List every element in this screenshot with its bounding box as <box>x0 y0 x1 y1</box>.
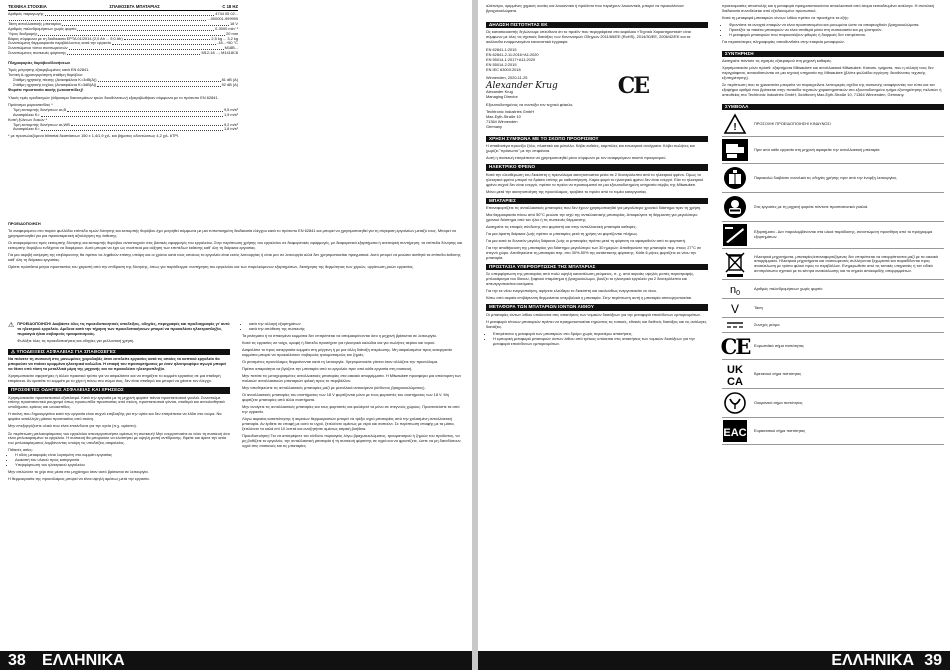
extra-safety-text-1: Χρησιμοποιείτε προστατευτικό εξοπλισμό. Κατά την εργασία με τη μηχανή φοράτε πάντα προστατευτικά γυαλιά. Συνιστούμε επίσης προστατευτικό ρουχισμό όπως προσωπίδα προστασίας από σκόνη, προστατευτικά γάντια, σταθερά και αντιολισθητικά υποδήματα, κράνος και ωτοασπίδες. <box>8 394 225 410</box>
warning-text-3: Για μια ακριβή εκτίμηση της επιβάρυνσης θα πρέπει να ληφθούν επίσης υπόψη και οι χρόνοι κατά τους οποίους το εργαλείο είναι εκτός λειτουργίας ή είναι μεν σε λειτουργία αλλά δεν χρησιμοποιείται πραγματικά. Αυτό μπορεί να μειώσει αισθητά τα επίπεδα έκθεσης καθ' όλη τη διάρκεια εργασίας. <box>8 252 461 262</box>
left-page <box>0 0 472 670</box>
warning-text-4: Ορίστε πρόσθετα μέτρα προστασίας του χειριστή από την επίδραση της δόνησης, όπως για παράδειγμα: συντήρηση του εργαλείου και των παρελκόμενων εξαρτημάτων, διατήρηση της θερμότητας των χεριών, οργάνωση ροών εργασίας. <box>8 264 414 270</box>
mid-list <box>242 322 464 332</box>
batteries-text-4: Για μια άριστη διάρκεια ζωής πρέπει οι μπαταρίες μετά τη χρήση να φορτίζονται πλήρως. <box>486 231 639 237</box>
right-column-1 <box>486 4 708 349</box>
leader-dots <box>69 49 224 50</box>
precaution-item: • Προσέξτε τα πακέτα μπαταριών να είναι σταθερά μέσα στη συσκευασία και μη γλιστρούν. <box>729 28 944 33</box>
eac-icon <box>722 420 748 442</box>
ce-mark-logo: CE <box>617 72 649 99</box>
spec-value: ...000001-999999 <box>207 15 238 21</box>
spec-label: Ύψος διαδρομής <box>8 30 38 36</box>
specs-header <box>8 4 238 11</box>
mid-text-11: Προειδοποίηση! Για να αποτρέψετε τον κίνδυνο πυρκαγιάς λόγω βραχυκυκλώματος, τραυματισμού ή ζημιών του προϊόντος, να μη βυθίζετε το εργαλείο, την ανταλλακτική μπαταρία ή τη συσκευή φόρτισης σε υγρά και να φροντίζετε, ώστε να μη διεισδύσουν υγρά στις συσκευές και τις μπαταρίες. <box>242 433 461 448</box>
spec-value: -18...+50 °C <box>217 40 238 46</box>
vibration-intro: Υλικές τιμές κραδασμών (άθροισμα διανυσμάτων τριών διευθύνσεων) εξακριβωθήκαν σύμφωνα με το πρότυπο EN 62841. <box>8 94 219 100</box>
extra-safety-text-4: Σε περίπτωση μπλοκαρίσματος του εργαλείου απενεργοποιήστε αμέσως τη συσκευή! Μην ενεργοποιείτε εκ νέου τη συσκευή όσο είναι μπλοκαρισμένο το εργαλείο. Η συσκευή θα μπορούσε να κλοτσήσει με υψηλή ροπή αντίδρασης. Βρείτε και άρετε την αιτία του μπλοκαρίσματος λαμβάνοντας υπόψη τις υποδείξεις ασφαλείας. <box>8 430 230 446</box>
symbol-description: Βρετανικό σήμα πιστότητας <box>754 370 802 376</box>
cause-item: • Υπερφόρτωση του ηλεκτρικού εργαλείου <box>15 463 230 468</box>
spec-label: Αριθμός παραγωγής <box>8 11 44 16</box>
accessory-icon <box>722 224 748 246</box>
causes-list <box>8 453 230 468</box>
symbol-row <box>722 333 944 360</box>
leader-dots <box>98 81 221 82</box>
leader-dots <box>67 111 223 112</box>
spec-label: Συνιστώμενοι τύποι συσσωρευτών <box>8 45 68 51</box>
spec-label: Βάρος σύμφωνα με τη διαδικασία EPTA 01/2014 (2,0 Ah ... 9,0 Ah) <box>8 35 123 41</box>
svg-text:CA: CA <box>727 376 743 389</box>
mid-text-2: Κατά τις εργασίες σε τοίχο, οροφή ή δάπεδο προσέχετε για ηλεκτρικά καλώδια και για σωλήνες αερίου και νερού. <box>242 339 436 345</box>
mid-list-item: • κατά την απόθεση της συσκευής <box>249 327 464 332</box>
company-address <box>486 110 708 130</box>
spec-label: Συνιστώμενη θερμοκρασία περιβάλλοντος κατά την εργασία <box>8 40 111 46</box>
spec-value: 20 mm <box>226 30 238 36</box>
symbol-description: Συνεχές ρεύμα <box>754 321 780 327</box>
intended-use-text-2: Αυτή η συσκευή επιτρέπεται να χρησιμοποιηθεί μόνο σύμφωνα με τον αναφερόμενο σκοπό προορισμού. <box>486 155 667 161</box>
warning-box-text: ΠΡΟΕΙΔΟΠΟΙΗΣΗ! Διαβάστε όλες τις προειδοποιητικές υποδείξεις, οδηγίες, περιγραφές και προδιαγραφές γι' αυτό το ηλεκτρικό εργαλείο. Αμέλεια κατά την τήρηση των προειδοποιήσεων μπορεί να προκαλέσει ηλεκτροπληξία, πυρκαγιά ή/και σοβαρούς τραυματισμούς. <box>17 321 230 336</box>
svg-text:n0: n0 <box>729 284 741 298</box>
transport-text-1: Οι μπαταρίες ιόντων λιθίου υπόκεινται στις απαιτήσεις των νομικών διατάξεων για την μεταφορά επικίνδυνων εμπορευμάτων. <box>486 311 702 317</box>
mid-text-9: Μην ανοίγετε τις ανταλλακτικές μπαταρίες και τους φορτιστές και φυλάγετέ τα μόνο σε στεγνούς χώρους. Προστατεύστε τα από την υγρασία. <box>242 404 460 415</box>
symbol-description: ΠΡΟΣΟΧΗ! ΠΡΟΕΙΔΟΠΟΙΗΣΗ! ΚΙΝΔΥΝΟΣ! <box>754 120 831 126</box>
spec-value: 9,5 m/s² <box>223 106 238 112</box>
precaution-item: • Η μεταφορά μπαταριών που παρουσιάζουν φθορές ή διαρροές δεν επιτρέπεται. <box>729 33 944 38</box>
spec-label: Τάση ανταλλακτικής μπαταρίας <box>8 20 62 26</box>
extra-safety-text-6: Η θερμοκρασία της πριονόλαμας μπορεί να είναι υψηλή αμέσως μετά την εργασία. <box>8 476 150 482</box>
spec-value: 1,8 m/s² <box>223 126 238 132</box>
spec-label: Ανασφάλεια K= <box>13 111 40 117</box>
intended-use-title: ΧΡΗΣΗ ΣΥΜΦΩΝΑ ΜΕ ΤΟ ΣΚΟΠΟ ΠΡΟΟΡΙΣΜΟΥ <box>486 136 708 142</box>
warning-text-1: Το αναφερόμενο στο παρόν φυλλάδιο επίπεδο τιμών δόνησης και εκπομπής θορύβου έχει μετρηθεί σύμφωνα με μια τυποποιημένη διαδικασία ελέγχου κατά το πρότυπο EN 62841 και μπορεί να χρησιμοποιηθεί για τη σύγκριση εργαλείων μεταξύ τους. Μπορεί να χρησιμοποιηθεί για μια προκαταρκτική αξιολόγηση της έκθεσης. <box>8 228 456 238</box>
transport-list-item: • Η εμπορική μεταφορά μπαταριών ιόντων λιθίου από τρίτους υπόκειται στις απαιτήσεις των νομικών διατάξεων για την μεταφορά επικίνδυνων εμπορευμάτων. <box>493 337 708 347</box>
maintenance-text-3: Σε περίπτωση που το χρειαστείτε μπορείτε να παραγγείλετε λεπτομερές σχέδιο της συσκευής αναφέροντας τον τύπο και τον εξαψήφιο αριθμό που βρίσκεται στην πινακίδα τεχνικών χαρακτηριστικών στο εξουσιοδοτημένο τμήμα εξυπηρέτησης πελατών ή απευθείας στο Techtronic Industries GmbH, διεύθυνση Max-Eyth-Straße 10, 71364 Winnenden, Germany. <box>722 82 942 97</box>
symbols-title: ΣΥΜΒΟΛΑ <box>722 104 944 110</box>
symbol-row <box>722 164 944 193</box>
safety-text-1: Να πιάνετε τη συσκευή στις μονωμένες χειρολαβές όταν εκτελείτε εργασίες κατά τις οποίες το κοπτικό εργαλείο θα μπορούσε να πιάσει κρυμμένα ηλεκτρικά καλώδια. Η επαφή του προσαρτήματος με έναν ηλεκτροφόρο αγωγό μπορεί να θέσει υπό τάση τα μεταλλικά μέρη της μηχανής και να προκαλέσει ηλεκτροπληξία. <box>8 356 227 372</box>
standard-item: EN 55014-2:2015 <box>486 61 517 67</box>
symbol-row <box>722 249 944 280</box>
batteries-text-5: Για μια κατά το δυνατόν μεγάλη διάρκεια ζωής οι μπαταρίες πρέπει μετά τη φόρτιση να αφαιρεθούν από το φορτιστή. <box>486 238 686 244</box>
declaration-text: Ως κατασκευαστής δηλώνουμε υπεύθυνα ότι το προϊόν που περιγράφεται στο κεφάλαιο «Τεχνικά Χαρακτηριστικά» είναι σύμφωνο με όλες τις σχετικές διατάξεις των Κανονισμών Οδηγιών 2011/65/ΕΕ (RoHS), 2014/30/ΕΕ, 2006/42/ΕΚ και τα ακόλουθα εναρμονισμένα κανονιστικά έγγραφα: <box>486 29 691 45</box>
transport-cont-text-2: Κατά τη μεταφορά μπαταριών ιόντων λιθίου πρέπει να προσέχετε τα εξής: <box>722 15 850 20</box>
maintenance-text-1: Διατηρείτε πάντοτε τις σχισμές εξαερισμού στη μηχανή καθαρές. <box>722 58 833 64</box>
symbol-row <box>722 137 944 164</box>
spec-value: M12-18 ...; M1418C6 <box>201 50 238 56</box>
vibration-footnote: * με προσωλαζόμενο blimetal διαστάσεων 150 x 1,4/1,9 χιλ. και βήματος οδοντώσεως 4,2 χιλ. 6TPI. <box>8 133 180 139</box>
symbol-description: Τάση <box>754 304 763 310</box>
spec-label: Τιμή εκπομπής δονήσεων aₕ,B <box>13 106 67 112</box>
leader-dots <box>97 86 220 87</box>
standard-item: EN IEC 63000:2018 <box>486 66 521 72</box>
symbol-description: Αριθμός παλινδρομήσεων χωρίς φορτίο <box>754 285 823 291</box>
ukca-icon <box>722 362 748 389</box>
company-line: Germany <box>486 124 502 130</box>
symbol-description: Ηλεκτρικά μηχανήματα, μπαταρίες/επαναφορτιζόμενες δεν επιτρέπεται να απορρίπτονται μαζί με τα οικιακά απορρίμματα. Ηλεκτρικά μηχανήματα και συσσωρευτές συλλέγονται ξεχωριστά και παραδίδονται προς ανακύκλωση με τρόπο φιλικό προς το περιβάλλον. Ενημερωθείτε από τις τοπικές υπηρεσίες ή τον ειδικό αντιπρόσωπο σχετικά με τα κέντρα ανακύκλωσης και τα σημεία αποκομιδής απορριμμάτων. <box>754 253 938 274</box>
warning-heading: ΠΡΟΕΙΔΟΠΟΙΗΣΗ <box>8 221 41 226</box>
footer-language: ΕΛΛΗΝΙΚΑ <box>42 652 125 669</box>
safety-title <box>8 349 230 355</box>
leader-dots <box>62 25 229 26</box>
svg-text:UK: UK <box>727 364 743 377</box>
extra-safety-text-2: Η σκόνη που δημιουργείται κατά την εργασία είναι συχνά επιβλαβής για την υγεία και δεν επιτρέπεται να έλθει στο σώμα. Να φοράτε κατάλληλη μάσκα προστασίας από σκόνη. <box>8 411 222 422</box>
overload-text-1: Σε υπερφόρτωση της μπαταρίας από πολύ υψηλή κατανάλωση ρεύματος, π. χ. από ακραίες υψηλές ροπές περιστροφής, μπλοκάρισμα του δίσκου, ξαφνικό σταμάτημα ή βραχυκύκλωμα, βουίζει το ηλεκτρικό εργαλείο για 2 δευτερόλεπτα και απενεργοποιείται αυτόματα. <box>486 271 695 287</box>
noise-intro: Τιμές μέτρησης εξακριβωμένες κατά EN 62841. <box>8 67 90 73</box>
signature: Alexander Krug <box>486 80 558 91</box>
cause-item: • Η οδός μεταφοράς είναι λυγισμένη στο κομμάτι εργασίας <box>15 453 230 458</box>
ukrainian-icon <box>722 391 748 415</box>
leader-dots <box>67 54 200 55</box>
overload-text-2: Για την εκ νέου ενεργοποίηση, αφήνετε ελεύθερο το διακόπτη και ακολούθως ενεργοποιείτε εκ νέου. <box>486 288 658 294</box>
symbol-description: Εξαρτήματα - Δεν παραλαμβάνονται στα υλικά παράδοσης, συνιστώμενη προσθήκη από το πρόγραμμα εξαρτημάτων. <box>754 229 933 240</box>
symbol-description: Ευρασιατικό σήμα πιστότητας <box>754 427 806 433</box>
symbol-row <box>722 389 944 418</box>
maintenance-text-2: Χρησιμοποιείτε μόνο πρόσθ. εξαρτήματα Milwaukee και ανταλλακτικά Milwaukee. Κατασκ. τμήματα, που η αλλαγή τους δεν περιγράφεται, αντικαθιστώνται σε μια τεχνική υπηρεσία της Milwaukee (βλέπε φυλλάδιο εγγύηση: διευθύνσεις τεχνικής εξυπηρέτησης). <box>722 65 934 81</box>
symbol-row <box>722 299 944 318</box>
cause-item: • Διακοπή του υλικού προς κατεργασία <box>15 458 230 463</box>
batteries-text-3: Διατηρείτε τις επαφές σύνδεσης στο φορτιστή και στην ανταλλακτική μπαταρία καθαρές. <box>486 224 637 230</box>
mid-text-5: Πρέπει απαραίτητα να βγάζετε την μπαταρία από το εργαλείο πριν από κάθε εργασία στη συσκευή. <box>242 366 413 372</box>
symbol-description: Ουκρανικό σήμα πιστότητας <box>754 399 803 405</box>
n0-icon <box>722 282 748 296</box>
leader-dots <box>41 116 223 117</box>
leader-dots <box>124 39 211 40</box>
standard-item: EN 62841-2-11:2016+A1:2020 <box>486 51 539 57</box>
spec-value: 18 V <box>229 20 238 26</box>
mid-text-10: Λόγω ακραίας καταπόνησης ή ακραίων θερμοκρασιών μπορεί να τρέξει υγρό μπαταρίας από την χαλασμένη ανταλλακτική μπαταρία. Αν έρθετε σε επαφή με αυτό το υγρό, ξεπλύνετε αμέσως με νερό και σαπούνι. Σε περίπτωση επαφής με τα μάτια, ξεπλύνετε τα καλά επί 10 λεπτά και αναζητήστε αμέσως ιατρική βοήθεια. <box>242 416 455 432</box>
read-manual-icon <box>722 166 748 190</box>
authorized-text: Εξουσιοδοτημένος να συντάξει τον τεχνικό φάκελο. <box>486 102 574 108</box>
symbol-description: Πριν από κάθε εργασία στη μηχανή αφαιρείτε την ανταλλακτική μπαταρία. <box>754 146 881 152</box>
spec-label: Τιμή εκπομπής δονήσεων aₕ,WB <box>13 121 70 127</box>
symbol-row <box>722 318 944 333</box>
spec-value: 1,9 m/s² <box>223 111 238 117</box>
overload-text-3: Κάτω από ακραία επιβάρυνση θερμαίνεται υπερβολικά η μπαταρία. Στην περίπτωση αυτή η μπαταρία απενεργοποιείται. <box>486 295 693 301</box>
specs-title: ΤΕΧΝΙΚΑ ΣΤΟΙΧΕΙΑ <box>8 4 47 9</box>
precaution-item: • Φροντίστε τα ανοιχτά επαφών να είναι προστατευμένα και μονωμένα ώστε να αποφευχθούν βραχυκυκλώματα. <box>729 23 944 28</box>
symbol-description: Ευρωπαϊκό σήμα πιστότητας <box>754 342 804 348</box>
symbol-row <box>722 193 944 222</box>
warning-triangle-icon: ⚠ <box>8 322 15 329</box>
volt-icon <box>722 301 748 315</box>
transport-list <box>486 332 708 347</box>
symbols-table <box>722 112 944 445</box>
safety-title-text: ΥΠΟΔΕΙΞΕΙΣ ΑΣΦΑΛΕΙΑΣ ΓΙΑ ΣΠΑΘΟΣΕΓΕΣ <box>16 349 116 354</box>
left-column-1-lower <box>8 322 230 484</box>
standard-item: EN 62841-1:2015 <box>486 46 517 52</box>
signer-name: Alexander Krug <box>486 89 513 95</box>
svg-text:V: V <box>730 302 740 317</box>
vibration-table-2 <box>8 123 238 133</box>
specs-subtitle: ΣΠΑΘΟΣΕΓΑ ΜΠΑΤΑΡΙΑΣ <box>109 4 160 9</box>
batteries-text-6: Για την αποθήκευση της μπαταρίας για διάστημα μεγαλύτερο των 30 ημερών: Αποθηκεύετε την μπαταρία περ. στους 27°C σε στεγνό χώρο. Αποθηκεύετε τη μπαταρία περ. στο 30%-50% της κατάστασης φόρτισης. Κάθε 6 μήνες φορτίζετε εκ νέου την μπαταρία. <box>486 245 702 261</box>
overload-title: ΠΡΟΣΤΑΣΙΑ ΥΠΕΡΦΟΡΤΩΣΗΣ ΤΗΣ ΜΠΑΤΑΡΙΑΣ <box>486 264 708 270</box>
remove-battery-icon <box>722 139 748 161</box>
mid-list-item: • κατά την αλλαγή εξαρτημάτων <box>249 322 464 327</box>
vibration-group-1-title: Πριόνισμα μοριοσανίδας * <box>8 101 53 107</box>
transport-title: ΜΕΤΑΦΟΡΑ ΤΩΝ ΜΠΑΤΑΡΙΩΝ ΙΟΝΤΩΝ ΛΙΘΙΟΥ <box>486 304 708 310</box>
left-footer <box>0 651 472 670</box>
brake-text: Κατά την ελευθέρωση του διακόπτη η πριονόλαμα ακινητοποιείται μέσα σε 2 δευτερόλεπτα από το ηλεκτρικό φρένο. Όμως το ηλεκτρικό φρένο μπορεί να δράσει επίσης με καθυστέρηση. Καμία φορά το ηλεκτρικό φρένο δεν είναι ενεργό. Εάν το ηλεκτρικό φρένο συχνά δεν είναι ενεργό, πρέπει το πριόνι να προσκομιστεί σε μια εξουσιοδοτημένη υπηρεσία σέρβις της Milwaukee. <box>486 171 704 187</box>
safety-text-2: Χρησιμοποιείτε σφιγκτήρες ή άλλον πρακτικό τρόπο για να ασφαλίσετε και να στηρίξετε το κομμάτι εργασίας σε μια σταθερή επιφάνεια. Αν κρατάτε το κομμάτι με το χέρι ή πάνω στο σώμα σας, δεν είναι σταθερό και μπορεί να χάσετε τον έλεγχο. <box>8 373 221 384</box>
batteries-text-2: Μια θερμοκρασία πάνω από 50°C μειώνει την ισχύ της ανταλλακτικής μπαταρίας. Αποφεύγετε τη θέρμανση για μεγαλύτερο χρονικό διάστημα από τον ήλιο ή τις συσκευές θέρμανσης. <box>486 212 698 222</box>
dc-icon <box>722 320 748 330</box>
symbol-description: Στις εργασίες με τη μηχανή φοράτε πάντοτε προστατευτικά γυαλιά. <box>754 203 869 209</box>
left-column-1 <box>8 4 238 141</box>
page-number: 38 <box>8 652 26 669</box>
specs-table <box>8 12 238 56</box>
intended-use-text: Η σπαθοσέγα πριονίζει ξύλο, πλαστικό και μέταλλο. Κόβει ευθείες, καμπύλες και εσωτερικά ανοίγματα. Κόβει σωλήνες και χωρίζει "πρόσωπο" με την επιφάνεια. <box>486 143 695 154</box>
batteries-text-1: Επαναφορτίζετε τις ανταλλακτικές μπαταρίες που δεν έχουν χρησιμοποιηθεί για μεγαλύτερο χρονικό διάστημα πριν τη χρήση. <box>486 204 702 210</box>
extra-safety-text-5: Μην απλώνετε το χέρι σας μέσα στο μηχάνημα όταν αυτό βρίσκεται σε λειτουργία. <box>8 469 149 475</box>
spec-label: Συνιστώμενες συσκευές φόρτισης <box>8 50 66 56</box>
brake-title: ΗΛΕΚΤΡΙΚΟ ΦΡΕΝΟ <box>486 164 708 170</box>
warning-triangle-icon <box>722 114 748 134</box>
ear-protection-note: Φοράτε προστασία ακοής (ωτοασπίδες)! <box>8 86 84 92</box>
footer-language: ΕΛΛΗΝΙΚΑ <box>831 652 914 669</box>
noise-sub: Τυπική Α-ηχοσυγκρότηση στάθμη θορύβου: <box>8 72 83 78</box>
transport-list-item: • Επιτρέπεται η μεταφορά των μπαταριών στο δρόμο χωρίς περαιτέρω απαιτήσεις. <box>493 332 708 337</box>
warning-box-text-2: Φυλάξτε όλες τις προειδοποιήσεις και οδηγίες για μελλοντική χρήση. <box>17 337 135 343</box>
spec-value: 92 dB (A) <box>221 81 238 87</box>
leader-dots <box>77 30 214 31</box>
spec-value: 0-3000 min⁻¹ <box>215 25 238 31</box>
warning-triangle-icon: ⚠ <box>11 349 17 354</box>
transport-cont-text-3: Για περισσότερες πληροφορίες απευθυνθείτε στην εταιρεία μεταφορών. <box>722 38 845 44</box>
left-column-2-lower <box>242 322 464 451</box>
leader-dots <box>45 15 215 16</box>
spec-label: Στάθμη ηχητικής πίεσης (Ανασφάλεια K=3dB(A)) <box>13 77 97 83</box>
spec-value: 81 dB (A) <box>221 77 238 83</box>
extra-safety-title: ΠΡΟΣΘΕΤΕΣ ΟΔΗΓΙΕΣ ΑΣΦΑΛΕΙΑΣ ΚΑΙ ΧΡΗΣΕΩΣ <box>8 387 230 393</box>
symbol-description: Παρακαλώ διαβάστε συνολικά τις οδηγίες χρήσης πριν από την έναρξη λειτουργίας. <box>754 174 898 180</box>
spec-value: 9,2 m/s² <box>223 121 238 127</box>
symbol-row <box>722 222 944 249</box>
ce-icon <box>720 334 750 360</box>
right-page <box>478 0 950 670</box>
mid-text-1: Τα ρινίσματα ή τα σπασμένα κομμάτια δεν επιτρέπεται να απομακρύνονται όσο η μηχανή βρίσκεται σε λειτουργία. <box>242 332 437 338</box>
mid-text-4: Οι ρινισμένες πριονόλαμες θερμαίνονται κατά τη λειτουργία. Χρησιμοποιείτε γάντια όταν αλλάζετε την πριονόλαμα. <box>242 359 439 364</box>
company-line: Techtronic Industries GmbH <box>486 109 535 115</box>
place-date: Winnenden, 2020-11-25 <box>486 75 528 81</box>
mid-text-7: Μην αποθηκεύετε τις ανταλλακτικές μπαταρίες μαζί με μεταλλικά αντικείμενα (κίνδυνος βραχυκυκλώματος). <box>242 385 426 391</box>
warning-text-2: Οι αναφερόμενες τιμές εκπομπής δόνησης και εκπομπής θορύβου αντιστοιχούν στις βασικές εφαρμογές του εργαλείου. Στην περίπτωση χρήσης του εργαλείου σε διαφορετικές εφαρμογές, με διαφορετικά εξαρτήματα ή ανεπαρκή συντήρηση, τα επίπεδα δόνησης και εκπομπής θορύβου ενδέχεται να διαφέρουν. Αυτό μπορεί να έχει ως συνέπεια μια αύξηση των επιπέδων έκθεσης καθ' όλη τη διάρκεια εργασίας. <box>8 240 463 250</box>
right-footer <box>478 651 950 670</box>
right-column-2 <box>722 4 944 445</box>
spec-value: M18B... <box>224 45 238 51</box>
transport-cont-text: προετοιμασίες αποστολής και η μεταφορά πραγματοποιούνται αποκλειστικά από άτομα εκπαιδευμένα ανάλογα. Η συνολική διαδικασία συνοδεύεται από εξειδικευμένο προσωπικό. <box>722 3 934 13</box>
leader-dots <box>112 44 216 45</box>
maintenance-title: ΣΥΝΤΗΡΗΣΗ <box>722 51 944 57</box>
standards-list <box>486 48 708 73</box>
symbol-row <box>722 280 944 299</box>
weee-bin-icon <box>722 251 748 277</box>
company-line: 71364 Winnenden <box>486 119 518 125</box>
spec-label: Αριθμός παλινδρομήσεων χωρίς φορτίο <box>8 25 77 31</box>
spec-label: Στάθμη ηχητικής ισχύος (Ανασφάλεια K=3dB(A)) <box>13 81 97 87</box>
symbol-row <box>722 112 944 137</box>
warning-box <box>8 322 230 346</box>
svg-text:CE: CE <box>720 334 750 360</box>
svg-text:!: ! <box>733 122 737 134</box>
batteries-title: ΜΠΑΤΑΡΙΕΣ <box>486 198 708 204</box>
spec-value: 2,5 kg ... 3,2 kg <box>211 35 238 41</box>
mid-text-6: Μην πετάτε τις μεταχειρισμένες ανταλλακτικές μπαταρίες στα οικιακά απορρίμματα. Η Milwaukee προσφέρει μια απόσυρση των παλαιών ανταλλακτικών μπαταριών φιλική προς το περιβάλλον. <box>242 373 462 384</box>
mid-text-3: Ασφαλίστε το προς κατεργασία κομμάτι στη μέγγενη ή με μια άλλη διάταξη στερέωσης. Μη ασφαλισμένα προς κατεργασία κομμάτια μπορεί να προκαλέσουν σοβαρούς τραυματισμούς και ζημιές. <box>242 347 452 357</box>
specs-model: C 18 HZ <box>222 4 238 9</box>
causes-title: Πιθανές αιτίες: <box>8 447 33 453</box>
declaration-title: ΔΗΛΩΣΗ ΠΙΣΤΟΤΗΤΑΣ ΕΚ <box>486 22 708 28</box>
company-line: Max-Eyth-Straße 10 <box>486 114 521 120</box>
symbol-row <box>722 418 944 445</box>
extra-safety-text-3: Μην επεξεργάζεστε υλικά που είναι επικίνδυνα για την υγεία (π.χ. αμίαντο). <box>8 423 137 429</box>
spec-value: 4744 05 02... <box>215 11 238 16</box>
intro-text: αλάτινερο, οριμμένες χημικές ουσίες και λευκαντικά ή προϊόντα που περιέχουν λευκαντικά, μπορεί να προκαλέσουν βραχυκυκλώματα. <box>486 3 684 13</box>
signer-role: Managing Director <box>486 94 518 100</box>
symbol-row <box>722 360 944 389</box>
spec-label: Ανασφάλεια K= <box>13 126 40 132</box>
transport-text-2: Η μεταφορά τέτοιων μπαταριών πρέπει να πραγματοποιείται τηρώντας τις τοπικές, εθνικές και διεθνείς διατάξεις και τις ανάλογες διατάξεις. <box>486 318 707 329</box>
transport-precautions-list <box>722 23 944 38</box>
left-fullwidth-warning <box>8 222 464 272</box>
goggles-icon <box>722 195 748 219</box>
noise-title: Πληροφορίες θορύβου/δονήσεων <box>8 60 71 66</box>
brake-text-2: Μόνο μετά την ακινητοποίηση της πριονόλαμας, τραβάτε το πριόνι από το τομέα κατεργασίας. <box>486 188 648 194</box>
page-number: 39 <box>924 652 942 669</box>
svg-text:EAC: EAC <box>723 427 747 440</box>
mid-text-8: Οι ανταλλακτικές μπαταρίες του συστήματος των 18 V φορτίζονται μόνο με τους φορτιστές του συστήματος των 18 V. Μη φορτίζετε μπαταρίες από άλλα συστήματα. <box>242 392 449 403</box>
spec-row <box>8 51 238 56</box>
spec-row <box>13 127 238 132</box>
leader-dots <box>71 125 223 126</box>
vibration-group-2-title: Κοπή ξύλινων δοκών * <box>8 116 48 122</box>
standard-item: EN 55014-1:2017+A11:2020 <box>486 56 536 62</box>
leader-dots <box>41 130 223 131</box>
